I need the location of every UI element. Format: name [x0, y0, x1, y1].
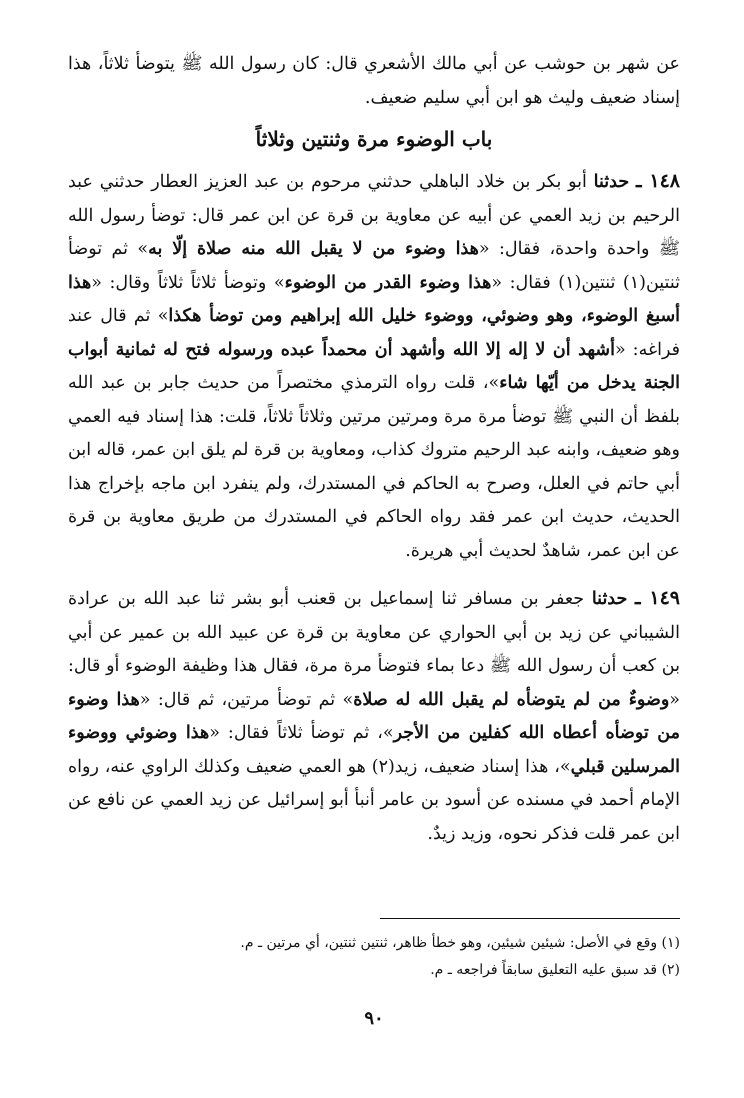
intro-paragraph: عن شهر بن حوشب عن أبي مالك الأشعري قال: كان رسول الله ﷺ يتوضأ ثلاثاً، هذا إسناد ضعيف وليث هو ابن أبي سليم ضعيف.	[68, 54, 680, 108]
footnote-divider	[380, 918, 680, 919]
hadith-matn: هذا وضوئي ووضوء المرسلين قبلي	[68, 723, 680, 777]
hadith-text: » ثم توضأ ثنتين(١) ثنتين(١) فقال: «	[68, 239, 680, 293]
chapter-title: باب الوضوء مرة وثنتين وثلاثاً	[255, 127, 493, 151]
hadith-text: »، ثم توضأ ثلاثاً فقال: «	[209, 723, 394, 743]
page-number: ٩٠	[364, 1008, 384, 1029]
hadith-text: أبو بكر بن خلاد الباهلي حدثني مرحوم بن عبد العزيز العطار حدثني عبد الرحيم بن زيد العمي عن أبيه عن معاوية بن قرة عن ابن عمر قال: توضأ رسول الله ﷺ واحدة واحدة، فقال: «	[68, 172, 680, 259]
hadith-text: » ثم قال عند فراغه: «	[68, 306, 680, 360]
footnote-2: (٢) قد سبق عليه التعليق سابقاً فراجعه ـ م.	[430, 962, 680, 978]
footnotes	[68, 930, 680, 984]
hadith-text: » ثم توضأ مرتين، ثم قال: «	[139, 689, 354, 710]
book-page	[68, 48, 680, 1068]
footnote-1: (١) وقع في الأصل: شيئين شيئين، وهو خطأ ظاهر، ثنتين ثنتين، أي مرتين ـ م.	[240, 935, 680, 951]
hadith-number: ١٤٨ ـ	[635, 170, 680, 192]
hadith-text: جعفر بن مسافر ثنا إسماعيل بن قعنب أبو بشر ثنا عبد الله بن عرادة الشيباني عن زيد بن أبي الحواري عن معاوية بن قرة عن عبيد الله بن عمير عن أبي بن كعب أن رسول الله ﷺ دعا بماء فتوضأ مرة مرة، فقال هذا وظيفة الوضوء أو قال: «	[68, 589, 681, 710]
hadith-number: ١٤٩ ـ	[635, 587, 680, 609]
haddathana-label: حدثنا	[593, 172, 630, 192]
hadith-text: » وتوضأ ثلاثاً ثلاثاً وقال: «	[91, 272, 285, 293]
hadith-text: »، هذا إسناد ضعيف، زيد(٢) هو العمي ضعيف وكذلك الراوي عنه، رواه الإمام أحمد في مسنده عن أسود بن عامر أنبأ أبو إسرائيل عن زيد العمي عن نافع عن ابن عمر قلت فذكر نحوه، وزيد زيدٌ.	[68, 756, 680, 844]
hadith-matn: هذا وضوء القدر من الوضوء	[284, 272, 492, 293]
hadith-148	[68, 165, 680, 568]
paragraph-gap	[68, 568, 680, 582]
hadith-text: »، قلت رواه الترمذي مختصراً من حديث جابر بن عبد الله بلفظ أن النبي ﷺ توضأ مرة مرة ومرتين مرتين وثلاثاً ثلاثاً، قلت: هذا إسناد فيه العمي وهو ضعيف، وابنه عبد الرحيم متروك كذاب، ومعاوية بن قرة لم يلق ابن عمر، قاله ابن أبي حاتم في العلل، وصرح به الحاكم في المستدرك، ولم ينفرد ابن ماجه بإخراج هذا الحديث، حديث ابن عمر فقد رواه الحاكم في المستدرك من طريق معاوية بن قرة عن ابن عمر، شاهدٌ لحديث أبي هريرة.	[68, 373, 681, 561]
hadith-149	[68, 582, 680, 851]
haddathana-label: حدثنا	[591, 589, 628, 609]
hadith-matn: هذا وضوء من لا يقبل الله منه صلاة إلّا به	[148, 239, 479, 259]
hadith-matn: هذا أسبغ الوضوء، وهو وضوئي، ووضوء خليل الله إبراهيم ومن توضأ هكذا	[68, 272, 681, 326]
hadith-matn: وضوءٌ من لم يتوضأه لم يقبل الله له صلاة	[353, 689, 670, 710]
hadith-matn: هذا وضوء من توضأه أعطاه الله كفلين من الأجر	[68, 689, 680, 743]
hadith-matn: أشهد أن لا إله إلا الله وأشهد أن محمداً عبده ورسوله فتح له ثمانية أبواب الجنة يدخل من أيّها شاء	[68, 339, 680, 393]
